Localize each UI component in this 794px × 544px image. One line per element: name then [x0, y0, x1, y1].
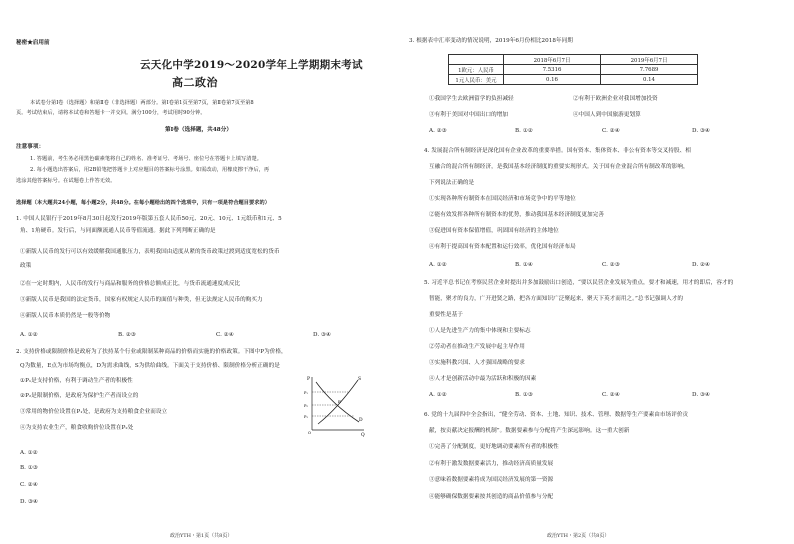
question-5: 5. 习近平总书记在考察民营企业时提出并多加鼓励出口创造，“要以民营企业发展为重点，要才和减速，用才的即后，容才的: [424, 280, 734, 286]
q1-option-d[interactable]: D. ③④: [313, 332, 332, 338]
tick-p1: P₁: [304, 391, 308, 395]
q2-item: ②P₂是限制价格，是政府为保护生产者而设立的: [20, 393, 139, 399]
question-5: 智能，聚才的良力，广开进贤之路，把各方面知识广泛聚起来，聚天下英才而用之。”总书记强调人才的: [429, 296, 684, 302]
question-3: 3. 根据表中汇率变动的情况说明，2019年6月份相比2018年同期: [409, 38, 573, 44]
q3-option-c[interactable]: C. ②④: [602, 128, 620, 134]
secret-label: 秘密★启用前: [16, 40, 50, 46]
q4-option-d[interactable]: D. ②④: [692, 262, 711, 268]
q2-item: ③常用的物价位设置在P₁处，是政府为支持粮食企业而设立: [20, 409, 168, 415]
q6-item: ④能够确保数据要素按其创造的商品价值参与分配: [429, 494, 554, 500]
q4-option-c[interactable]: C. ②③: [602, 262, 620, 268]
axis-label-p: P: [307, 377, 311, 382]
q5-item: ④人才是创新活动中最为活跃和积极的因素: [429, 376, 537, 382]
table-cell: 2018年6月7日: [504, 55, 601, 65]
exam-subtitle: 高二政治: [172, 76, 218, 89]
q2-item: ①P₁是支持价格，有利于调动生产者的积极性: [20, 378, 133, 384]
table-cell: 0.14: [601, 75, 698, 85]
intro-line: 页。考试结束后，请将本试卷和答题卡一并交回。满分100分，考试用时90分钟。: [16, 110, 206, 116]
table-cell: 7.7689: [601, 65, 698, 75]
note-line: 选涂其他答案标号。在试题卷上作答无效。: [16, 178, 116, 184]
page-footer: 政治YTH・第1页（共8页）: [170, 533, 233, 539]
intro-line: 本试卷分第Ⅰ卷（选择题）和第Ⅱ卷（非选择题）两部分。第Ⅰ卷第1页至第7页，第Ⅱ卷第7页至第8: [30, 100, 254, 106]
q6-item: ①完善了分配制度，更好地调动要素所有者的积极性: [429, 444, 559, 450]
q1-item: ③新版人民币是我国的法定货币，国家有权规定人民币的面值与种类，但无法规定人民币的购买力: [20, 297, 263, 303]
q1-item: ④新版人民币本质仍然是一般等价物: [20, 313, 111, 319]
q6-item: ③意味着数据要素将成为国民经济发展的第一资源: [429, 477, 554, 483]
exam-title: 云天化中学2019～2020学年上学期期末考试: [140, 59, 363, 71]
question-4: 互融合的混合所有制经济，是我国基本经济制度的重要实现形式。关于国有企业混合所有制改革的影响，: [429, 164, 689, 170]
q4-item: ③促进国有资本保值增值，巩固国有经济的主体地位: [429, 228, 559, 234]
supply-demand-graph: [304, 374, 366, 438]
note-line: 2. 每小题选出答案后，用2B铅笔把答题卡上对应题目的答案标号涂黑。如需改动，用橡皮擦干净后，再: [30, 167, 270, 173]
question-6: 献，按贡献决定报酬的机制”。数据要素参与分配将产生深远影响。这一重大创新: [429, 428, 630, 434]
curve-label-d: D: [359, 418, 363, 423]
q4-option-a[interactable]: A. ①②: [429, 262, 447, 268]
q1-item: ②在一定时期内，人民币的发行与商品和服务的价格总额成正比，与货币流通速度成反比: [20, 281, 241, 287]
q1-option-b[interactable]: B. ②③: [118, 332, 136, 338]
q4-item: ②能有效发挥各种所有制资本的优势，推动我国基本经济制度更加完善: [429, 212, 604, 218]
q5-item: ②劳动者在推动生产发展中起主导作用: [429, 344, 525, 350]
q1-item: ①新版人民币的发行可以有效缓解我国通胀压力，表明我国由适度从紧的货币政策过渡到适度宽松的货币: [20, 249, 280, 255]
q3-item: ④中国人到中国旅游更划算: [573, 112, 641, 118]
table-cell: 1欧元：人民币: [449, 65, 504, 75]
q3-option-d[interactable]: D. ③④: [692, 128, 711, 134]
q2-option-b[interactable]: B. ①③: [20, 465, 38, 471]
q5-option-c[interactable]: C. ②④: [602, 392, 620, 398]
axis-label-q: Q: [361, 433, 365, 438]
tick-p2: P₂: [304, 404, 308, 408]
q3-option-b[interactable]: B. ①②: [515, 128, 533, 134]
question-4: 4. 发展混合所有制经济是深化国有企业改革的重要举措。国有资本、集体资本、非公有资本等交叉持股、相: [424, 148, 691, 154]
q2-option-c[interactable]: C. ②④: [20, 482, 38, 488]
question-1: 1. 中国人民银行于2019年8月30日起发行2019年版第五套人民币50元、20元、10元、1元纸币和1元、5: [16, 216, 282, 222]
q4-option-b[interactable]: B. ①④: [515, 262, 533, 268]
origin-label: O: [308, 431, 311, 435]
curve-label-s: S: [358, 377, 362, 382]
q3-item: ②有利于欧洲企业对我国增加投资: [573, 96, 658, 102]
question-2: Q为数量，E点为市场均衡点，D为需求曲线，S为供给曲线。下面关于支持价格、限制价格分析正确的是: [20, 363, 280, 369]
q5-option-b[interactable]: B. ①③: [515, 392, 533, 398]
page-footer: 政治YTH・第2页（共8页）: [547, 533, 610, 539]
tick-p3: P₃: [304, 415, 308, 419]
table-cell: 0.16: [504, 75, 601, 85]
question-6: 6. 党的十九届四中全会指出，“健全劳动、资本、土地、知识、技术、管理、数据等生产要素由市场评价贡: [424, 412, 689, 418]
question-5: 重要性是基于: [429, 312, 463, 318]
q6-item: ②有利于激发数据要素活力，推动经济高质量发展: [429, 461, 554, 467]
question-2: 2. 支持价格或限制价格是政府为了扶持某个行业或限制某种商品的价格而实施的价格政策。下图中P为价格，: [16, 349, 287, 355]
q5-item: ③实施科教兴国、人才强国战略的要求: [429, 360, 525, 366]
q2-option-d[interactable]: D. ③④: [20, 499, 39, 505]
q3-item: ③有利于美国对中国出口的增加: [429, 112, 509, 118]
note-line: 1. 答题前，考生务必用黑色碳素笔将自己的姓名、准考证号、考场号、座位号在答题卡上填写清楚。: [30, 156, 262, 162]
question-4: 下列说法正确的是: [429, 180, 475, 186]
question-1: 角、1角硬币。发行后，与同面额流通人民币等值流通。据此下列判断正确的是: [20, 228, 216, 234]
table-cell: 1元人民币：美元: [449, 75, 504, 85]
q5-option-a[interactable]: A. ①②: [429, 392, 447, 398]
notes-title: 注意事项：: [16, 144, 45, 150]
q1-item: 政策: [20, 263, 32, 269]
instructions: 选择题（本大题共24小题，每小题2分，共48分。在每小题给出的四个选项中，只有一项是符合题目要求的）: [16, 200, 270, 206]
q2-option-a[interactable]: A. ①②: [20, 450, 38, 456]
table-cell: 2019年6月7日: [601, 55, 698, 65]
q4-item: ①实现各种所有制资本在国民经济和市场竞争中的平等地位: [429, 196, 576, 202]
q2-item: ④为支持农业生产，粮食收购价位设置在P₂处: [20, 425, 134, 431]
point-label-e: E: [338, 399, 341, 404]
q4-item: ④有利于提高国有资本配置和运行效率，优化国有经济布局: [429, 244, 576, 250]
table-cell: 7.5316: [504, 65, 601, 75]
q1-option-c[interactable]: C. ②④: [216, 332, 234, 338]
q5-item: ①人是先进生产力的集中体现和主要标志: [429, 328, 531, 334]
q3-option-a[interactable]: A. ②③: [429, 128, 447, 134]
q1-option-a[interactable]: A. ①②: [20, 332, 38, 338]
section-heading: 第Ⅰ卷（选择题，共48分）: [165, 127, 232, 133]
q3-item: ①我国学生去欧洲留学的负担减轻: [429, 96, 514, 102]
q5-option-d[interactable]: D. ③④: [692, 392, 711, 398]
